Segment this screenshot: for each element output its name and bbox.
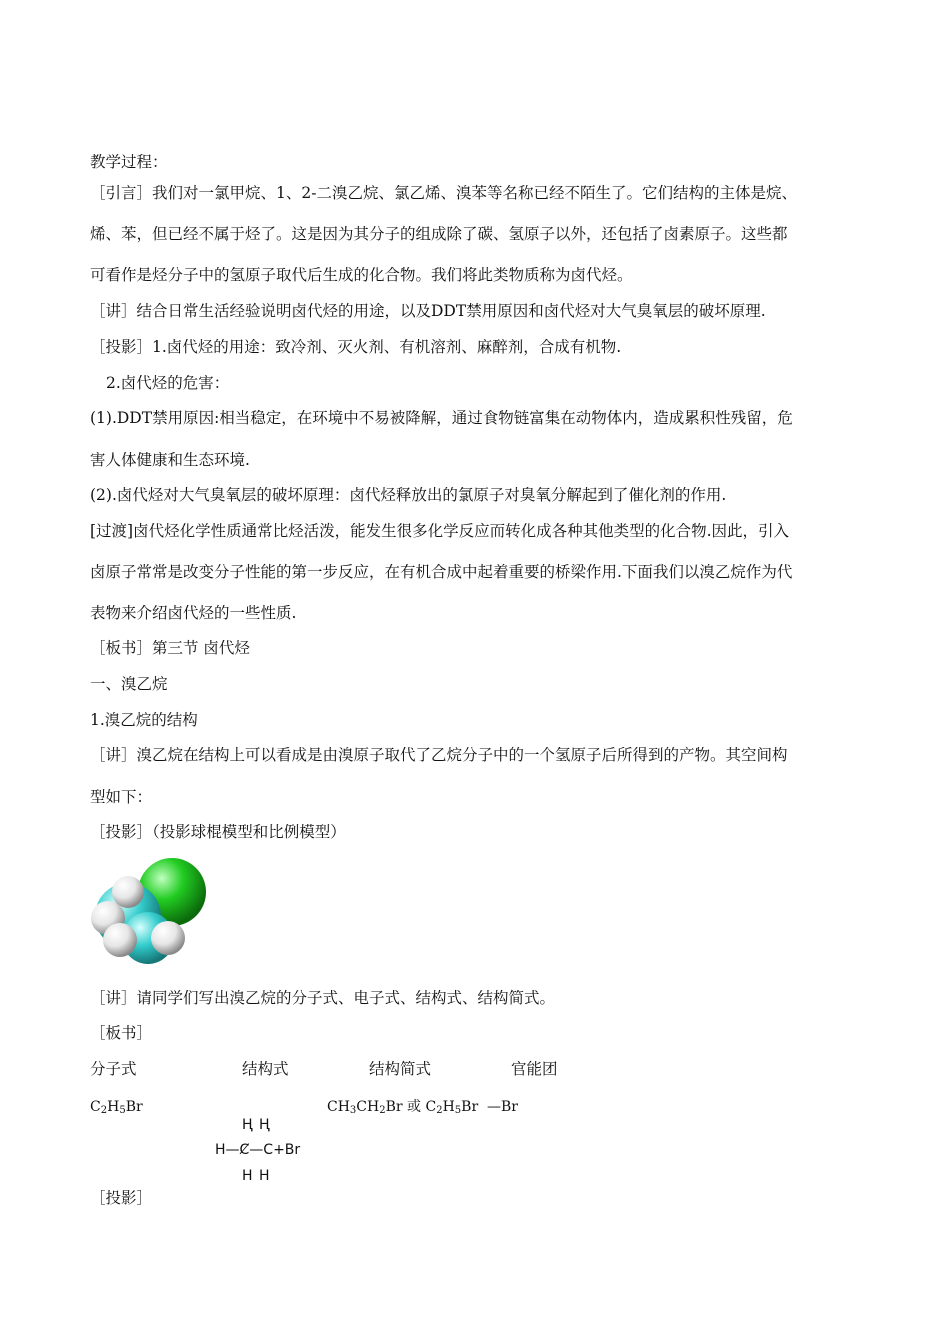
board-label: ［板书］ — [90, 1024, 153, 1042]
molecular-formula: $C_2H_5Br$ — [90, 1099, 143, 1116]
structure-paragraph-line: ［讲］溴乙烷在结构上可以看成是由溴原子取代了乙烷分子中的一个氢原子后所得到的产物。其空间构 — [90, 746, 788, 764]
structure-paragraph-line: 型如下： — [90, 788, 153, 806]
projection-harms-heading: 2.卤代烃的危害： — [106, 374, 230, 392]
projection-uses: ［投影］1.卤代烃的用途：致冷剂、灭火剂、有机溶剂、麻醉剂，合成有机物. — [90, 338, 622, 356]
header-molecular-formula: 分子式 — [90, 1060, 137, 1078]
ddt-paragraph-line: (1).DDT禁用原因:相当稳定，在环境中不易被降解，通过食物链富集在动物体内，造成累积性残留，危 — [90, 409, 793, 427]
header-functional-group: 官能团 — [511, 1060, 558, 1078]
header-structural-formula: 结构式 — [242, 1060, 289, 1078]
transition-paragraph-line: [过渡]卤代烃化学性质通常比烃活泼，能发生很多化学反应而转化成各种其他类型的化合物.因此，引入 — [90, 522, 790, 540]
structure-top-row: Ⱨ Ⱨ — [242, 1117, 271, 1133]
subsection-structure: 1.溴乙烷的结构 — [90, 711, 198, 729]
lecture-paragraph: ［讲］结合日常生活经验说明卤代烃的用途，以及DDT禁用原因和卤代烃对大气臭氧层的破坏原理. — [90, 302, 766, 320]
structure-bottom-row: H H — [242, 1168, 271, 1184]
intro-paragraph-line: ［引言］我们对一氯甲烷、1、2-二溴乙烷、氯乙烯、溴苯等名称已经不陌生了。它们结构的主体是烷、 — [90, 184, 797, 202]
projection-models: ［投影］（投影球棍模型和比例模型） — [90, 823, 346, 841]
hydrogen-atom — [151, 921, 185, 955]
ozone-paragraph: (2).卤代烃对大气臭氧层的破坏原理：卤代烃释放出的氯原子对臭氧分解起到了催化剂的作用. — [90, 486, 727, 504]
header-condensed-formula: 结构简式 — [369, 1060, 432, 1078]
condensed-formula: $CH_3CH_2Br$ 或 $C_2H_5Br$ — [327, 1099, 479, 1116]
intro-paragraph-line: 可看作是烃分子中的氢原子取代后生成的化合物。我们将此类物质称为卤代烃。 — [90, 266, 633, 284]
ddt-paragraph-line: 害人体健康和生态环境. — [90, 451, 250, 469]
hydrogen-atom — [112, 876, 144, 908]
board-section-title: ［板书］第三节 卤代烃 — [90, 639, 250, 657]
heading-process: 教学过程： — [90, 153, 168, 171]
hydrogen-atom — [103, 923, 137, 957]
transition-paragraph-line: 表物来介绍卤代烃的一些性质. — [90, 604, 297, 622]
section-bromoethane: 一、溴乙烷 — [90, 675, 168, 693]
intro-paragraph-line: 烯、苯，但已经不属于烃了。这是因为其分子的组成除了碳、氢原子以外，还包括了卤素原子。这些都 — [90, 225, 788, 243]
transition-paragraph-line: 卤原子常常是改变分子性能的第一步反应，在有机合成中起着重要的桥梁作用.下面我们以溴乙烷作为代 — [90, 563, 793, 581]
projection-label: ［投影］ — [90, 1189, 153, 1207]
lecture-formulas: ［讲］请同学们写出溴乙烷的分子式、电子式、结构式、结构简式。 — [90, 989, 556, 1007]
structure-middle-row: H—Ȼ—C+Br — [215, 1142, 301, 1158]
space-filling-model — [88, 858, 218, 968]
functional-group: —Br — [487, 1099, 518, 1115]
